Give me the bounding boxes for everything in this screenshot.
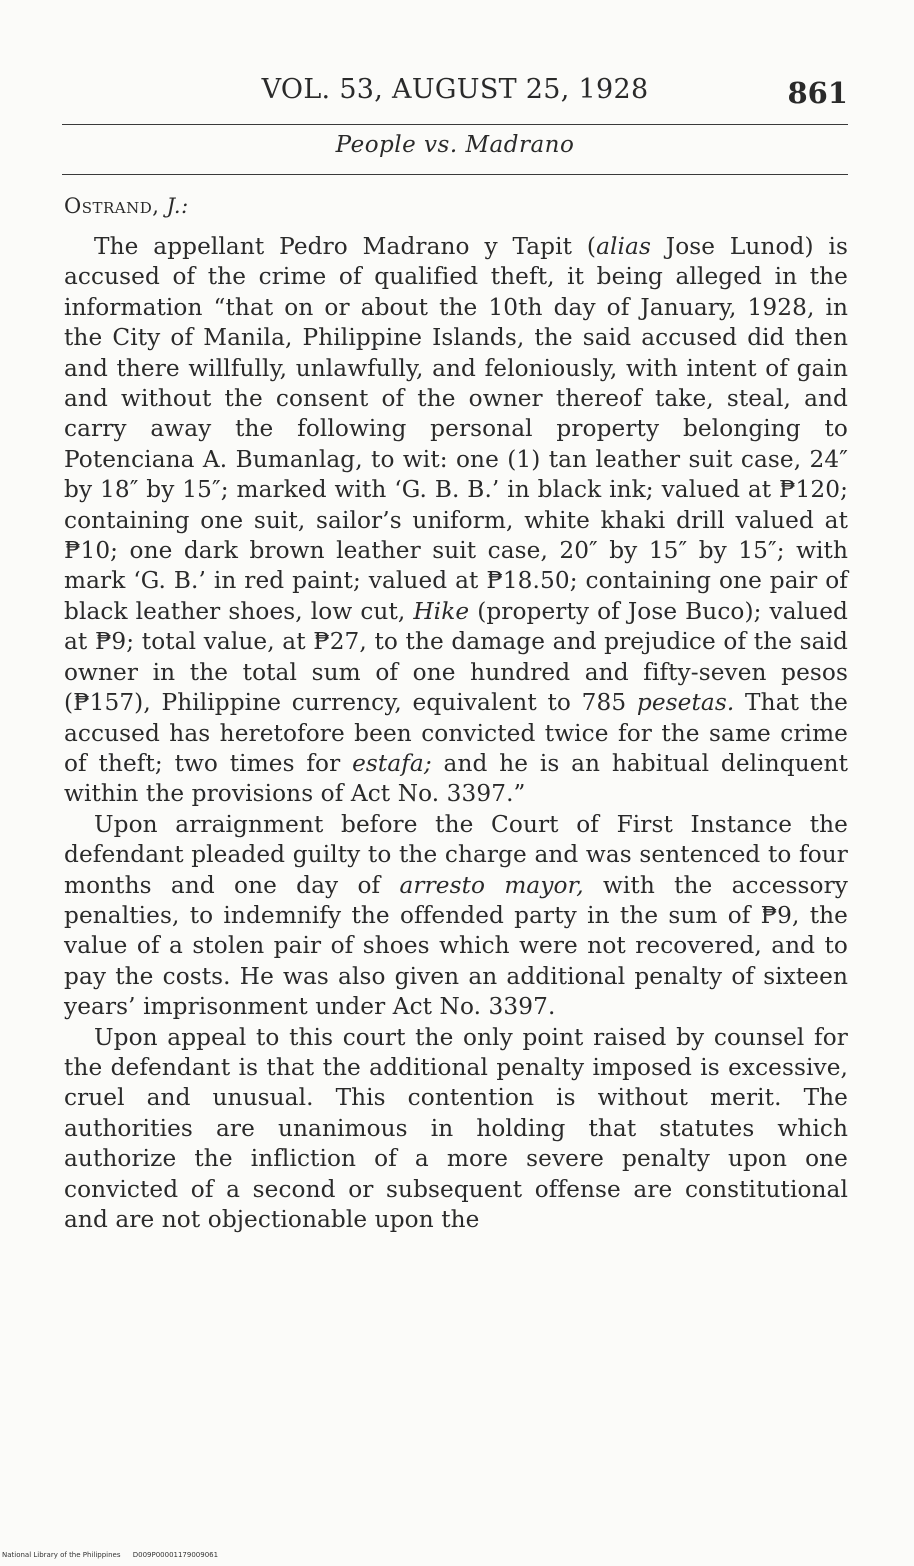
- p1-text-4: That the accused has heretofore been convicted twice for the same crime of theft; two times for: [64, 689, 848, 777]
- scan-footer: [2, 1551, 228, 1559]
- case-title: People vs. Madrano: [335, 132, 575, 158]
- paragraph-3: [64, 1023, 848, 1236]
- p1-text-2: Jose Lunod) is accused of the crime of qualified theft, it being alleged in the information “that on or about the 10th day of January, 1928, in the City of Manila, Philippine Islands, the said accused did then and there willfully, unlawfully, and feloniously, with intent of gain and without the consent of the owner thereof take, steal, and carry away the following personal property belonging to Potenciana A. Bumanlag, to wit: one (1) tan leather suit case, 24″ by 18″ by 15″; marked with ‘G. B. B.’ in black ink; valued at ₱120; containing one suit, sailor’s uniform, white khaki drill valued at ₱10; one dark brown leather suit case, 20″ by 15″ by 15″; with mark ‘G. B.’ in red paint; valued at ₱18.50; containing one pair of black leather shoes, low cut,: [64, 233, 849, 625]
- library-credit: National Library of the Philippines: [2, 1551, 121, 1559]
- opinion-body: [64, 232, 848, 1235]
- scan-code: D009P00001179009061: [132, 1551, 219, 1559]
- judge-attribution: [64, 194, 189, 218]
- judge-name: Ostrand,: [64, 194, 160, 218]
- p1-text-1: The appellant Pedro Madrano y Tapit (: [94, 233, 597, 260]
- p1-text-3: (property of Jose Buco); valued at ₱9; total value, at ₱27, to the damage and prejudice of the said owner in the total sum of one hundred and fifty-seven pesos (₱157), Philippine currency, equivalent to 785: [64, 597, 848, 717]
- header-rule-bottom: [62, 174, 848, 175]
- page-number: 861: [787, 76, 848, 110]
- p3-text-1: Upon appeal to this court the only point raised by counsel for the defendant is that the additional penalty imposed is excessive, cruel and unusual. This contention is without merit. The authorities are unanimous in holding that statutes which authorize the infliction of a more severe penalty upon one convicted of a second or subsequent offense are constitutional and are not objectionable upon the: [64, 1023, 848, 1233]
- p1-italic-hike: Hike: [413, 597, 470, 625]
- p1-italic-alias: alias: [596, 233, 651, 260]
- page-header: [62, 74, 848, 124]
- paragraph-1: [64, 232, 848, 810]
- p2-italic-arresto: arresto mayor,: [399, 871, 584, 899]
- paragraph-2: [64, 810, 848, 1023]
- header-rule-top: [62, 124, 848, 125]
- judge-title: J.:: [166, 194, 189, 218]
- running-title: VOL. 53, AUGUST 25, 1928: [261, 74, 649, 105]
- p1-italic-pesetas: pesetas.: [636, 689, 735, 717]
- p2-text-1: Upon arraignment before the Court of First Instance the defendant pleaded guilty to the charge and was sentenced to four months and one day of: [64, 810, 848, 899]
- p1-italic-estafa: estafa;: [352, 749, 432, 777]
- p1-text-5: and he is an habitual delinquent within the provisions of Act No. 3397.”: [64, 749, 849, 808]
- p2-text-2: with the accessory penalties, to indemnify the offended party in the sum of ₱9, the value of a stolen pair of shoes which were not recovered, and to pay the costs. He was also given an additional penalty of sixteen years’ imprisonment under Act No. 3397.: [64, 871, 848, 1021]
